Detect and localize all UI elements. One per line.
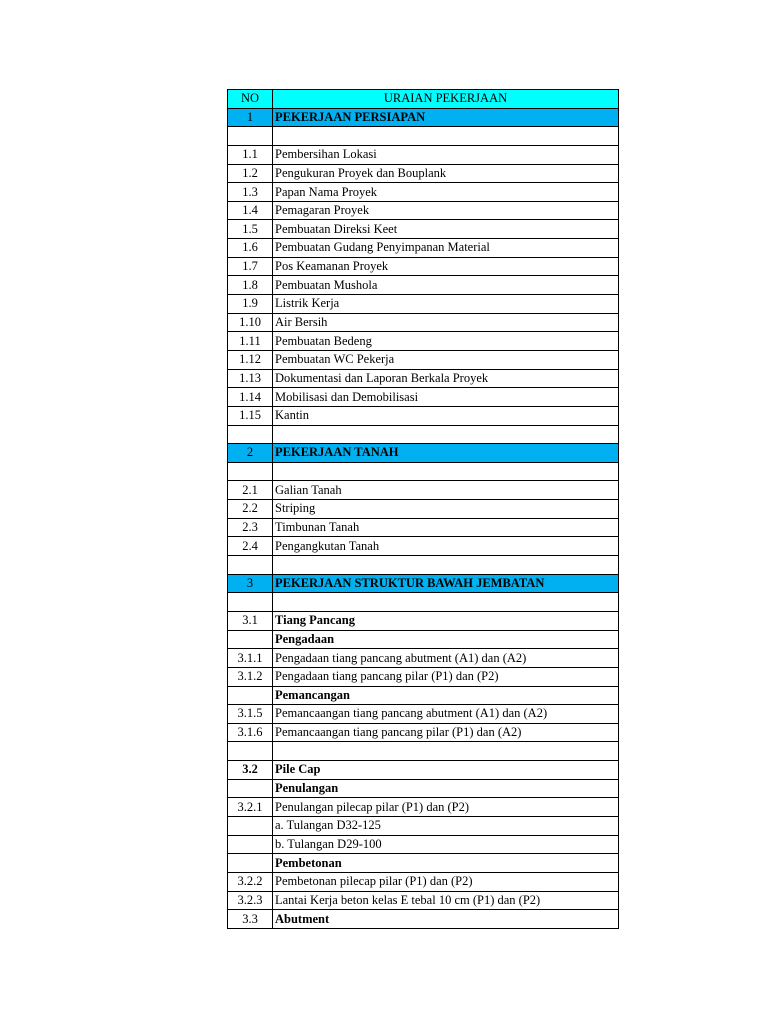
row-description: Striping <box>273 500 619 519</box>
table-row <box>228 611 619 630</box>
row-description: Pengadaan tiang pancang pilar (P1) dan (P2) <box>273 667 619 686</box>
table-row <box>228 649 619 668</box>
work-items-table <box>227 89 619 929</box>
row-description: Pos Keamanan Proyek <box>273 257 619 276</box>
row-number: 1.14 <box>228 388 273 407</box>
row-description: Listrik Kerja <box>273 295 619 314</box>
table-row <box>228 183 619 202</box>
table-row <box>228 276 619 295</box>
row-number: 1.11 <box>228 332 273 351</box>
row-number: 1.13 <box>228 369 273 388</box>
row-description: Galian Tanah <box>273 481 619 500</box>
table-row <box>228 425 619 444</box>
row-description <box>273 556 619 575</box>
table-row <box>228 369 619 388</box>
row-description: Pengadaan tiang pancang abutment (A1) dan (A2) <box>273 649 619 668</box>
table-row <box>228 910 619 929</box>
row-number: 3.2 <box>228 761 273 780</box>
row-number: 1.8 <box>228 276 273 295</box>
section-row <box>228 444 619 463</box>
table-row <box>228 313 619 332</box>
row-number: 3 <box>228 574 273 593</box>
table-row <box>228 481 619 500</box>
row-description: Pembersihan Lokasi <box>273 145 619 164</box>
row-number <box>228 593 273 612</box>
row-number: 3.1.2 <box>228 667 273 686</box>
row-description: Pembuatan Bedeng <box>273 332 619 351</box>
row-description <box>273 593 619 612</box>
table-row <box>228 220 619 239</box>
row-description: Pembuatan Direksi Keet <box>273 220 619 239</box>
table-row <box>228 723 619 742</box>
table-row <box>228 295 619 314</box>
row-number <box>228 630 273 649</box>
table-row <box>228 406 619 425</box>
row-description: Air Bersih <box>273 313 619 332</box>
row-description <box>273 742 619 761</box>
row-description: Abutment <box>273 910 619 929</box>
row-description: Pengangkutan Tanah <box>273 537 619 556</box>
row-number: 3.1.5 <box>228 705 273 724</box>
row-number <box>228 779 273 798</box>
row-number: 1.10 <box>228 313 273 332</box>
table-row <box>228 127 619 146</box>
row-description: Kantin <box>273 406 619 425</box>
row-number: 1.5 <box>228 220 273 239</box>
row-description: Tiang Pancang <box>273 611 619 630</box>
table-header-row <box>228 90 619 109</box>
row-number: 3.2.1 <box>228 798 273 817</box>
row-description: Mobilisasi dan Demobilisasi <box>273 388 619 407</box>
row-description: PEKERJAAN TANAH <box>273 444 619 463</box>
row-number: 1.15 <box>228 406 273 425</box>
table-row <box>228 667 619 686</box>
row-number <box>228 686 273 705</box>
row-number: 1.12 <box>228 350 273 369</box>
row-description: Pemancangan <box>273 686 619 705</box>
row-description: Pembetonan <box>273 854 619 873</box>
table-row <box>228 816 619 835</box>
row-number <box>228 854 273 873</box>
row-number: 3.1.1 <box>228 649 273 668</box>
table-row <box>228 630 619 649</box>
row-number <box>228 835 273 854</box>
row-description <box>273 462 619 481</box>
row-description <box>273 127 619 146</box>
row-description: Pembetonan pilecap pilar (P1) dan (P2) <box>273 872 619 891</box>
table-row <box>228 164 619 183</box>
row-number: 3.3 <box>228 910 273 929</box>
row-description: Timbunan Tanah <box>273 518 619 537</box>
row-description: Penulangan <box>273 779 619 798</box>
table-row <box>228 518 619 537</box>
row-number: 1.1 <box>228 145 273 164</box>
row-description: Pembuatan WC Pekerja <box>273 350 619 369</box>
row-number: 3.2.3 <box>228 891 273 910</box>
table-row <box>228 686 619 705</box>
row-number <box>228 556 273 575</box>
row-description <box>273 425 619 444</box>
row-description: Pengukuran Proyek dan Bouplank <box>273 164 619 183</box>
row-description: Pembuatan Gudang Penyimpanan Material <box>273 239 619 258</box>
row-description: Dokumentasi dan Laporan Berkala Proyek <box>273 369 619 388</box>
row-number: 1.7 <box>228 257 273 276</box>
row-number: 1.2 <box>228 164 273 183</box>
row-description: Pembuatan Mushola <box>273 276 619 295</box>
table-row <box>228 593 619 612</box>
table-row <box>228 500 619 519</box>
row-description: Pengadaan <box>273 630 619 649</box>
row-number <box>228 816 273 835</box>
row-number: 1.6 <box>228 239 273 258</box>
table-row <box>228 872 619 891</box>
section-row <box>228 108 619 127</box>
table-row <box>228 742 619 761</box>
table-body <box>228 90 619 929</box>
row-number: 1.9 <box>228 295 273 314</box>
table-row <box>228 462 619 481</box>
table-row <box>228 239 619 258</box>
table-row <box>228 537 619 556</box>
row-number: 1 <box>228 108 273 127</box>
table-row <box>228 835 619 854</box>
row-number: 2.1 <box>228 481 273 500</box>
row-number: 3.1 <box>228 611 273 630</box>
table-row <box>228 145 619 164</box>
row-number <box>228 462 273 481</box>
row-description: Penulangan pilecap pilar (P1) dan (P2) <box>273 798 619 817</box>
row-description: Lantai Kerja beton kelas E tebal 10 cm (P1) dan (P2) <box>273 891 619 910</box>
table-row <box>228 350 619 369</box>
table-row <box>228 891 619 910</box>
section-row <box>228 574 619 593</box>
row-number: 2 <box>228 444 273 463</box>
row-description: Pemancaangan tiang pancang abutment (A1) dan (A2) <box>273 705 619 724</box>
row-description: a. Tulangan D32-125 <box>273 816 619 835</box>
table-row <box>228 761 619 780</box>
row-description: PEKERJAAN PERSIAPAN <box>273 108 619 127</box>
row-description: Pemagaran Proyek <box>273 201 619 220</box>
header-no: NO <box>228 90 273 109</box>
row-description: Papan Nama Proyek <box>273 183 619 202</box>
row-number: 2.3 <box>228 518 273 537</box>
row-description: Pile Cap <box>273 761 619 780</box>
table-row <box>228 798 619 817</box>
table-row <box>228 779 619 798</box>
table-row <box>228 556 619 575</box>
row-description: b. Tulangan D29-100 <box>273 835 619 854</box>
row-number <box>228 425 273 444</box>
row-number: 3.2.2 <box>228 872 273 891</box>
row-description: PEKERJAAN STRUKTUR BAWAH JEMBATAN <box>273 574 619 593</box>
table-row <box>228 332 619 351</box>
row-description: Pemancaangan tiang pancang pilar (P1) dan (A2) <box>273 723 619 742</box>
row-number: 2.4 <box>228 537 273 556</box>
table-row <box>228 854 619 873</box>
row-number <box>228 742 273 761</box>
table-row <box>228 257 619 276</box>
row-number: 1.4 <box>228 201 273 220</box>
table-row <box>228 705 619 724</box>
row-number <box>228 127 273 146</box>
row-number: 1.3 <box>228 183 273 202</box>
header-uraian: URAIAN PEKERJAAN <box>273 90 619 109</box>
row-number: 2.2 <box>228 500 273 519</box>
table-row <box>228 388 619 407</box>
table-row <box>228 201 619 220</box>
row-number: 3.1.6 <box>228 723 273 742</box>
